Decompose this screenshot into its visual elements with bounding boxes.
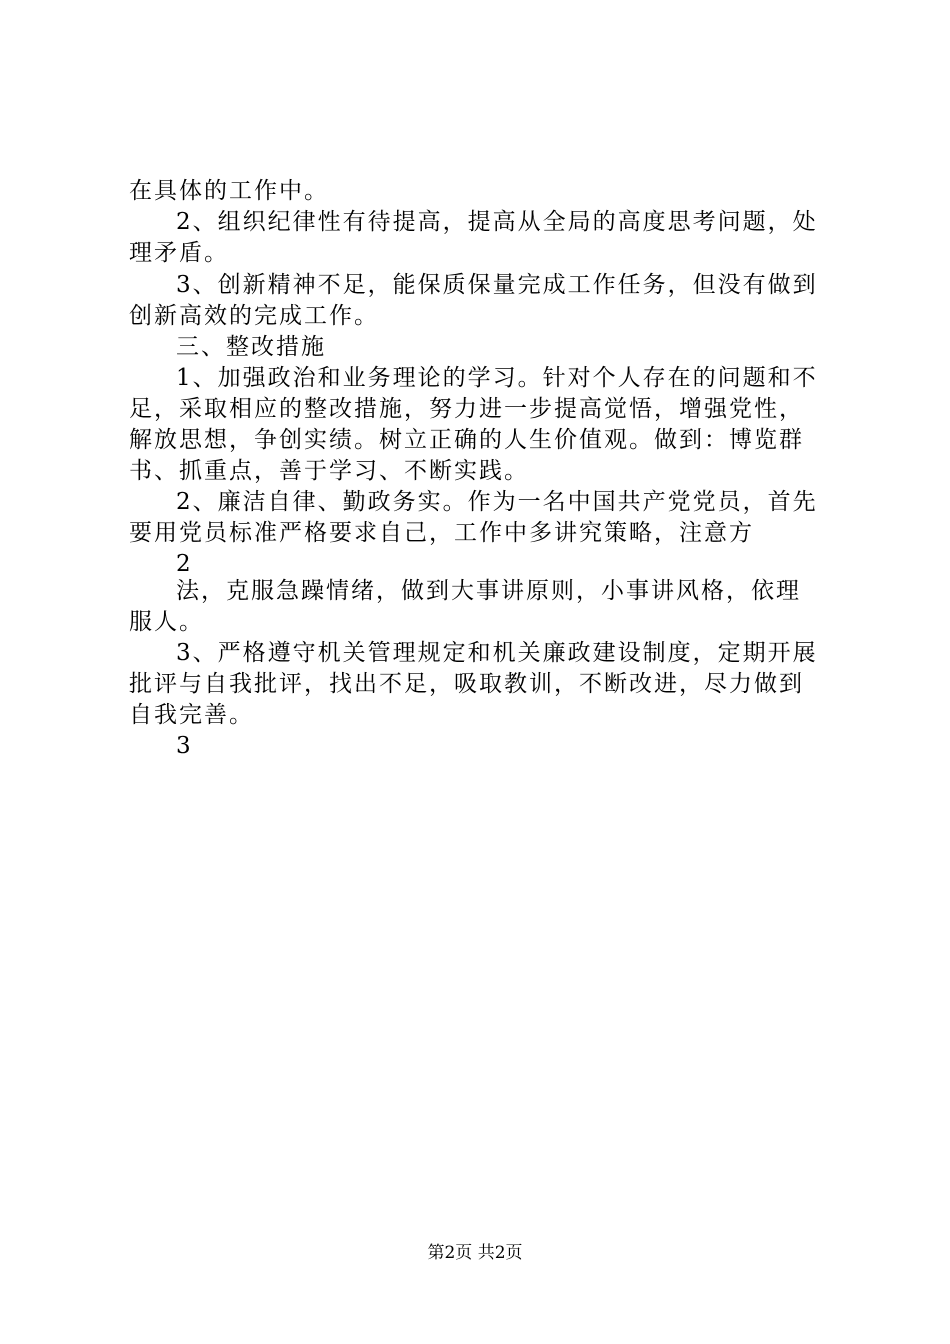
page-footer: 第2页 共2页 [427,1243,523,1263]
text-line: 创新高效的完成工作。 [129,303,379,329]
text-line: 在具体的工作中。 [129,178,329,204]
text-line: 服人。 [129,609,204,635]
text-line: 要用党员标准严格要求自己，工作中多讲究策略，注意方 [129,520,754,546]
text-line: 解放思想，争创实绩。树立正确的人生价值观。做到：博览群 [129,427,804,453]
text-line: 3、创新精神不足，能保质保量完成工作任务，但没有做到 [176,272,818,298]
text-line: 法，克服急躁情绪，做到大事讲原则，小事讲风格，依理 [176,578,801,604]
text-line: 3、严格遵守机关管理规定和机关廉政建设制度，定期开展 [176,640,818,666]
text-line: 批评与自我批评，找出不足，吸取教训，不断改进，尽力做到 [129,671,804,697]
text-line: 理矛盾。 [129,240,229,266]
text-line: 1、加强政治和业务理论的学习。针对个人存在的问题和不 [176,365,818,391]
text-line: 书、抓重点，善于学习、不断实践。 [129,458,529,484]
section-heading: 三、整改措施 [176,334,326,360]
text-line: 2、廉洁自律、勤政务实。作为一名中国共产党党员，首先 [176,489,818,515]
inline-page-number: 3 [176,733,193,759]
text-line: 足，采取相应的整改措施，努力进一步提高觉悟，增强党性， [129,396,804,422]
text-line: 自我完善。 [129,702,254,728]
text-line: 2、组织纪律性有待提高，提高从全局的高度思考问题，处 [176,209,818,235]
inline-page-number: 2 [176,551,193,577]
